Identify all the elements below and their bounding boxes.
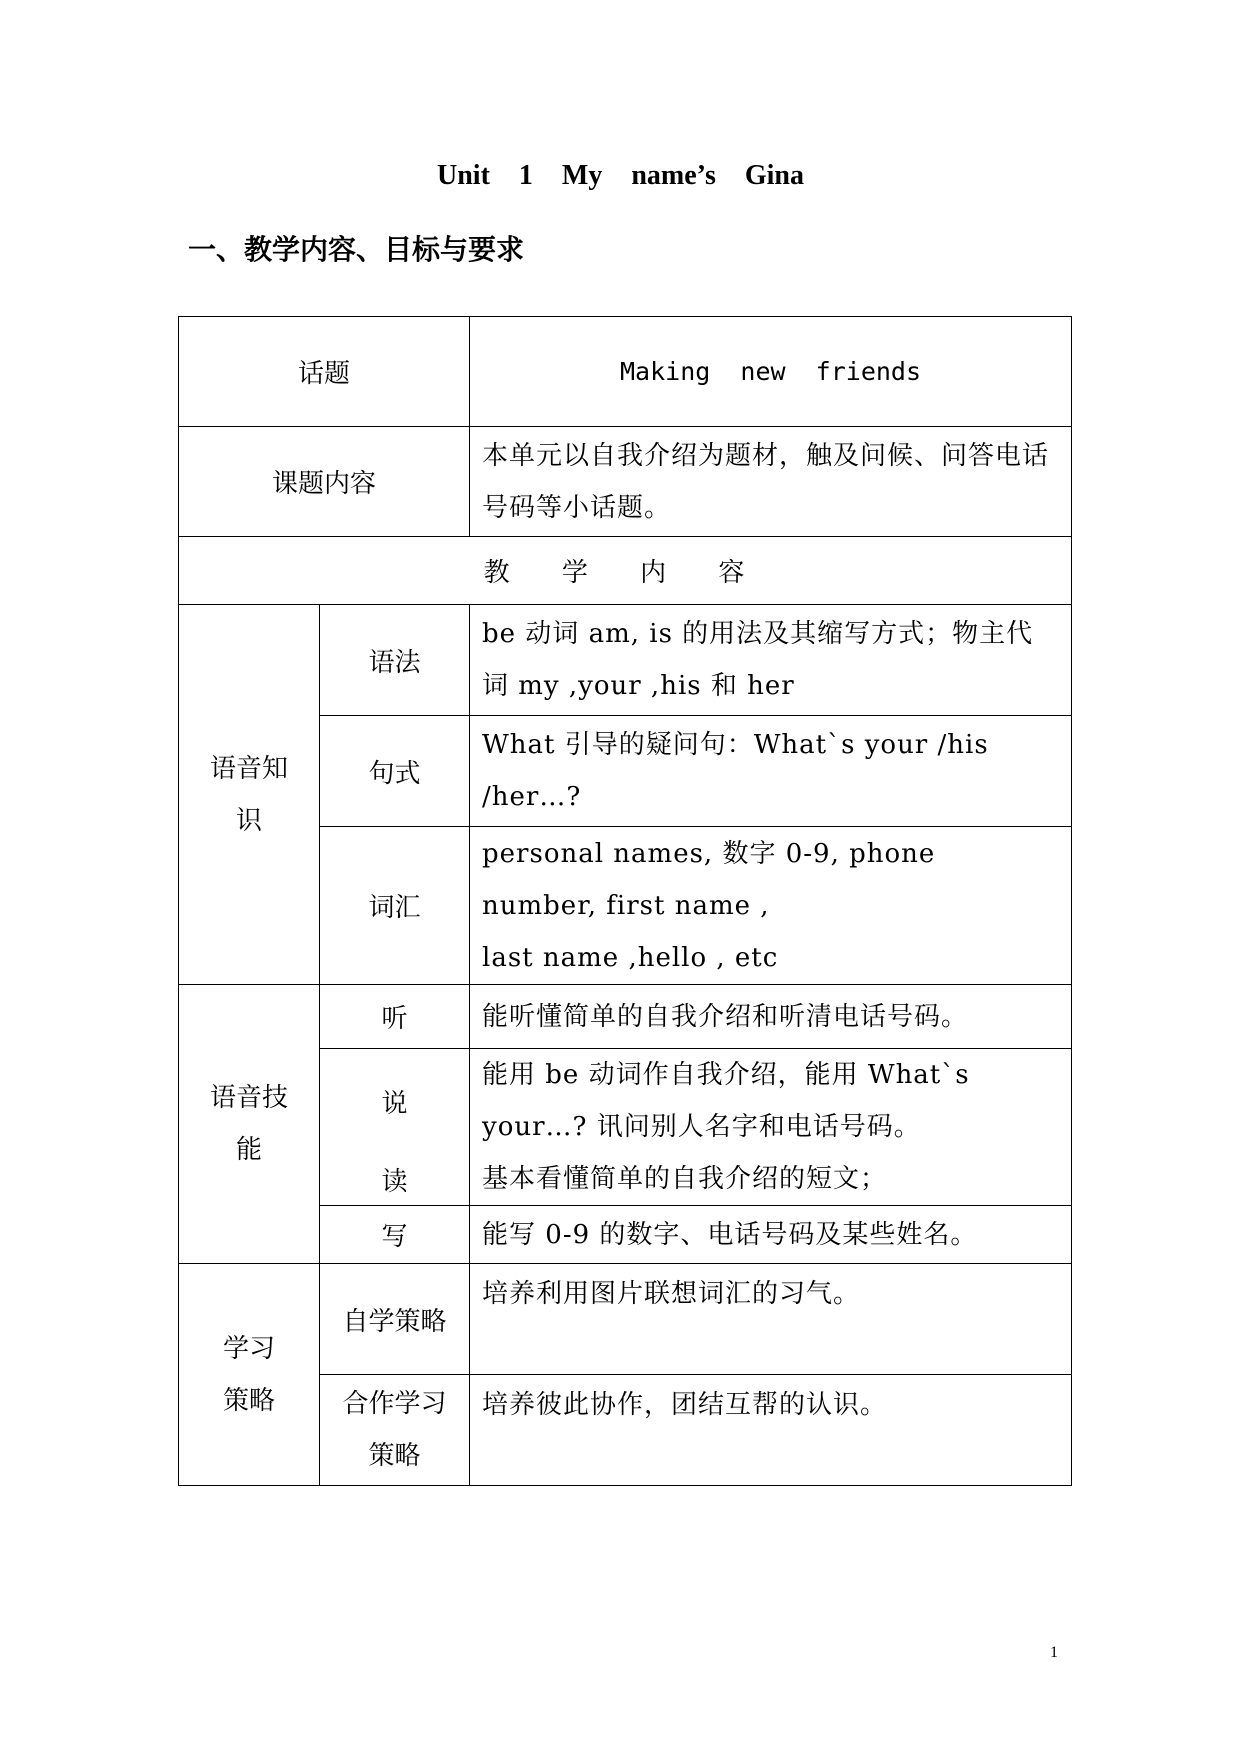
strategy-group-label: 学习策略 bbox=[179, 1264, 320, 1486]
table-row bbox=[179, 317, 1072, 427]
coop-value: 培养彼此协作，团结互帮的认识。 bbox=[470, 1375, 1072, 1486]
document-title: Unit 1 My name’s Gina bbox=[437, 160, 804, 191]
skills-group-label: 语音技能 bbox=[179, 985, 320, 1264]
read-label: 读 bbox=[320, 1153, 470, 1206]
topic-label: 话题 bbox=[179, 317, 470, 427]
self-study-value: 培养利用图片联想词汇的习气。 bbox=[470, 1264, 1072, 1375]
grammar-label: 语法 bbox=[320, 605, 470, 716]
sentence-value: What 引导的疑问句：What`s your /his /her…? bbox=[470, 716, 1072, 827]
sentence-label: 句式 bbox=[320, 716, 470, 827]
content-value: 本单元以自我介绍为题材，触及问候、问答电话号码等小话题。 bbox=[470, 427, 1072, 537]
write-value: 能写 0-9 的数字、电话号码及某些姓名。 bbox=[470, 1206, 1072, 1264]
section-heading: 一、教学内容、目标与要求 bbox=[188, 233, 525, 266]
coop-label: 合作学习策略 bbox=[320, 1375, 470, 1486]
speak-label: 说 bbox=[320, 1049, 470, 1154]
teaching-header: 教 学 内 容 bbox=[179, 537, 1072, 605]
table-row bbox=[179, 537, 1072, 605]
content-label: 课题内容 bbox=[179, 427, 470, 537]
table-row bbox=[179, 1264, 1072, 1375]
table-row bbox=[179, 985, 1072, 1049]
knowledge-group-label: 语音知识 bbox=[179, 605, 320, 985]
vocab-label: 词汇 bbox=[320, 827, 470, 985]
vocab-value bbox=[470, 827, 1072, 985]
grammar-value: be 动词 am, is 的用法及其缩写方式；物主代词 my ,your ,his 和 her bbox=[470, 605, 1072, 716]
self-study-label: 自学策略 bbox=[320, 1264, 470, 1375]
vocab-line-2: last name ,hello , etc bbox=[482, 942, 779, 973]
page-number: 1 bbox=[1050, 1644, 1058, 1661]
write-label: 写 bbox=[320, 1206, 470, 1264]
topic-value: Making new friends bbox=[470, 317, 1072, 427]
vocab-line-1: personal names, 数字 0-9, phone number, first name , bbox=[482, 838, 936, 921]
read-value: 基本看懂简单的自我介绍的短文； bbox=[470, 1153, 1072, 1206]
listen-label: 听 bbox=[320, 985, 470, 1049]
listen-value: 能听懂简单的自我介绍和听清电话号码。 bbox=[470, 985, 1072, 1049]
speak-value: 能用 be 动词作自我介绍，能用 What`s your…? 讯问别人名字和电话号码。 bbox=[470, 1049, 1072, 1154]
table-row bbox=[179, 427, 1072, 537]
teaching-table bbox=[178, 316, 1072, 1486]
table-row bbox=[179, 605, 1072, 716]
